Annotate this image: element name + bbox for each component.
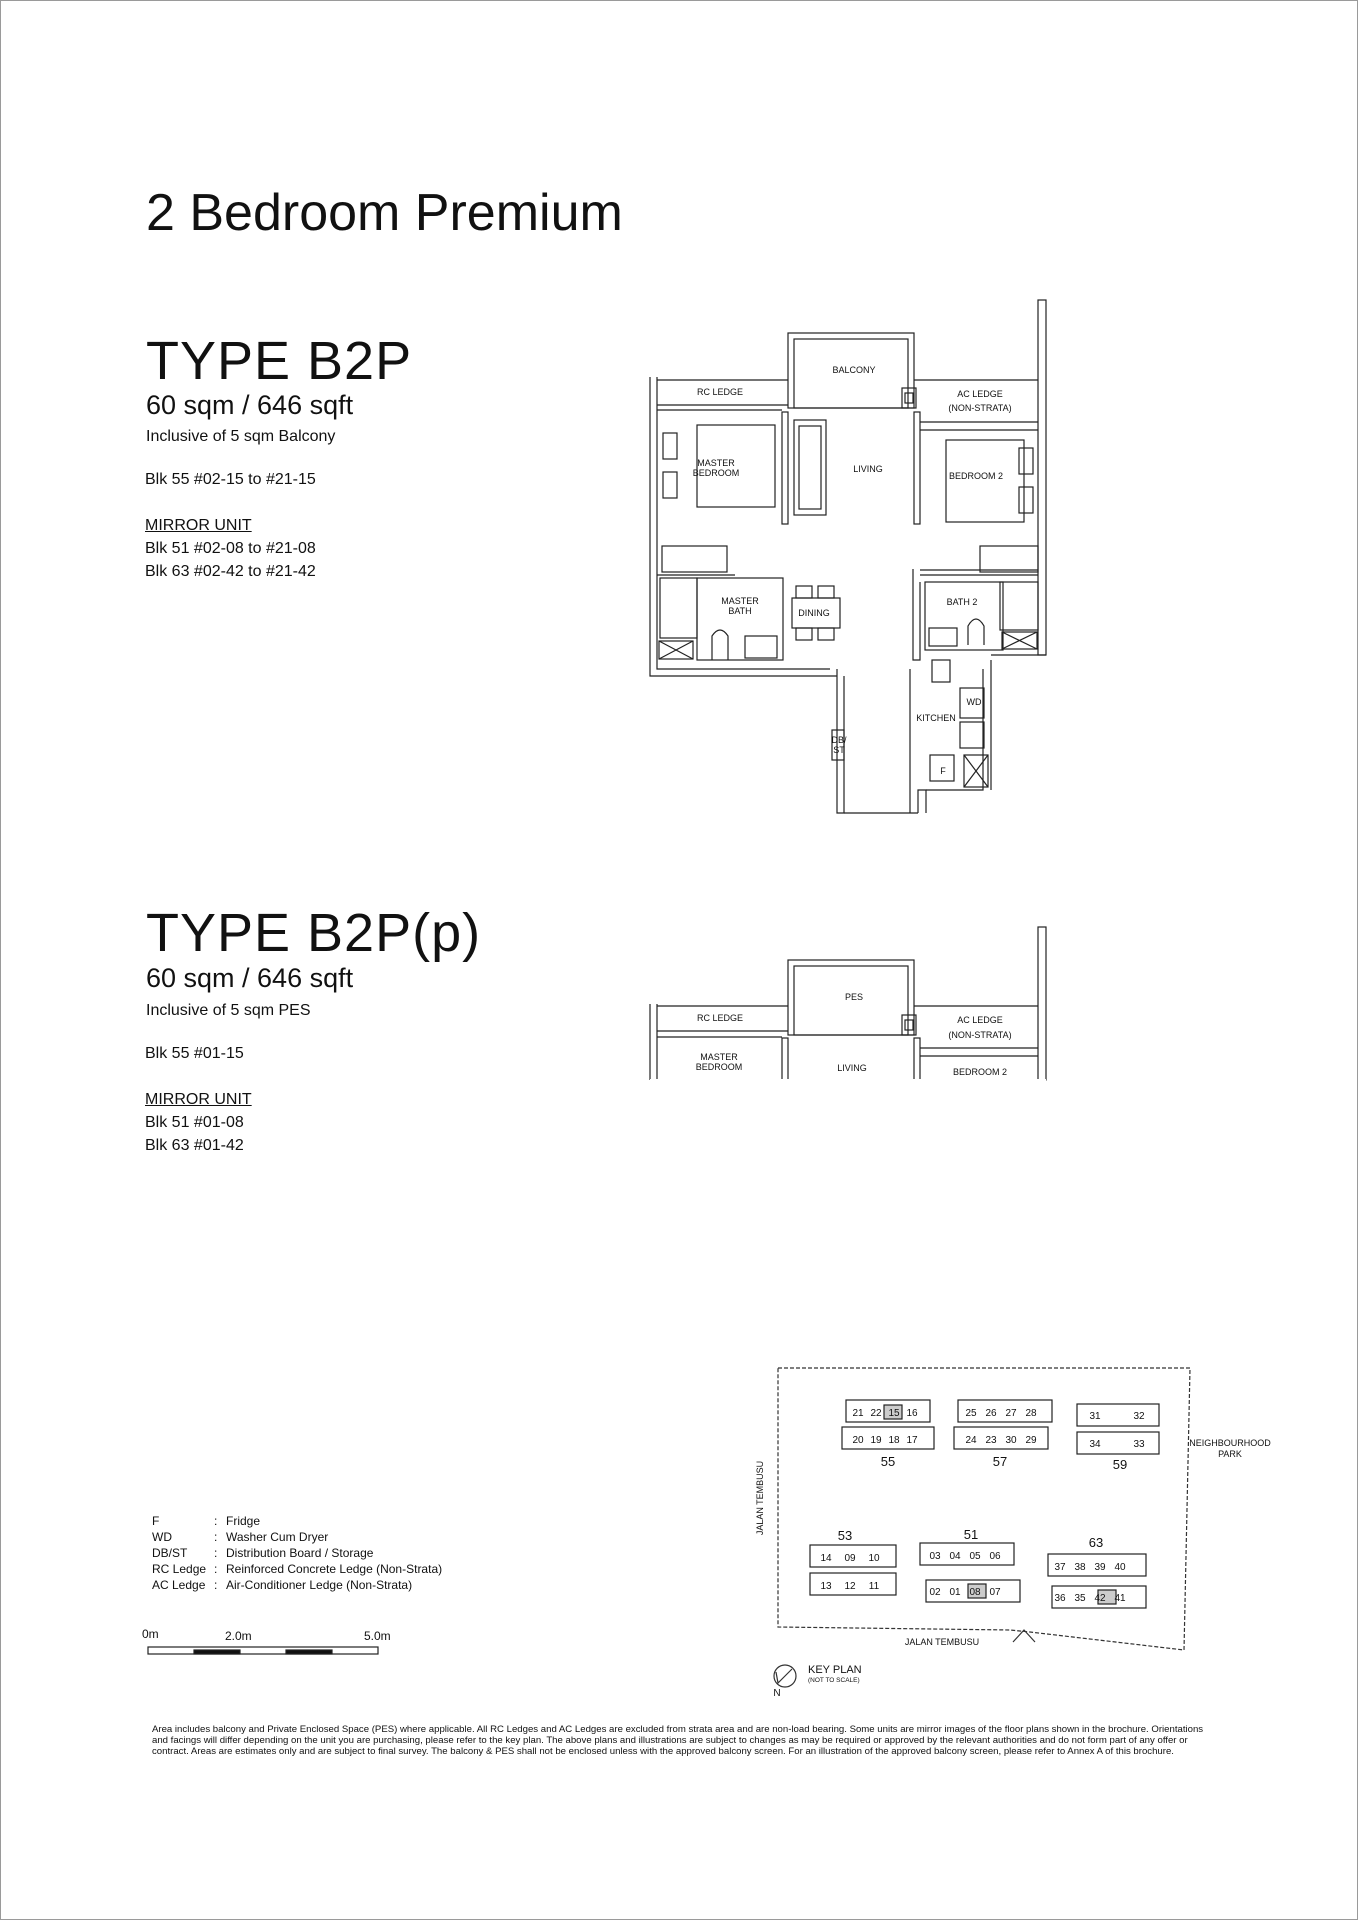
unit-b2p-mirror-unit: Blk 63 #02-42 to #21-42 (145, 563, 316, 580)
unit-b2p-area: 60 sqm / 646 sqft (146, 390, 354, 420)
key-plan-unit-number: 29 (1025, 1435, 1037, 1446)
unit-b2p-mirror-heading: MIRROR UNIT (145, 517, 252, 534)
plan-label-ac-ledge: AC LEDGE (957, 389, 1003, 399)
key-plan-unit-number: 20 (852, 1435, 864, 1446)
unit-type-b2pp-title: TYPE B2P(p) (146, 903, 482, 963)
plan-label-balcony: BALCONY (832, 365, 876, 375)
key-plan-unit-number: 35 (1074, 1593, 1086, 1604)
floor-plan-b2p (650, 300, 1046, 813)
park-label: NEIGHBOURHOOD (1189, 1438, 1271, 1448)
key-plan-block-label: 57 (992, 1454, 1008, 1469)
plan-label-st: ST (833, 745, 845, 755)
key-plan-block-label: 59 (1112, 1457, 1128, 1472)
plan-label-bedroom: BEDROOM (692, 468, 740, 478)
unit-b2p-block: Blk 55 #02-15 to #21-15 (145, 471, 316, 488)
unit-type-b2p-title: TYPE B2P (146, 331, 413, 391)
plan-label-bedroom-2: BEDROOM 2 (948, 471, 1004, 481)
plan-label-wd: WD (966, 697, 982, 707)
plan-label-non-strata: (NON-STRATA) (948, 1030, 1012, 1040)
legend (152, 1513, 442, 1593)
plan-label-fridge: F (940, 766, 946, 776)
unit-b2pp-area: 60 sqm / 646 sqft (146, 963, 354, 993)
key-plan-unit-number: 40 (1114, 1562, 1126, 1573)
key-plan-unit-number: 22 (870, 1408, 882, 1419)
key-plan-unit-number: 16 (906, 1408, 918, 1419)
road-label-bottom: JALAN TEMBUSU (904, 1637, 980, 1647)
key-plan-unit-number: 10 (868, 1553, 880, 1564)
key-plan-unit-number: 06 (989, 1551, 1001, 1562)
plan-label-bedroom-2: BEDROOM 2 (952, 1067, 1008, 1077)
key-plan-unit-number: 32 (1133, 1411, 1145, 1422)
legend-row: WD : Washer Cum Dryer (152, 1530, 329, 1544)
plan-label-master: MASTER (697, 458, 735, 468)
plan-label-bath: BATH (728, 606, 752, 616)
key-plan-unit-number: 14 (820, 1553, 832, 1564)
plan-label-bedroom: BEDROOM (695, 1062, 743, 1072)
plan-label-living: LIVING (837, 1063, 867, 1073)
plan-label-bath-2: BATH 2 (946, 597, 978, 607)
key-plan-unit-number: 17 (906, 1435, 918, 1446)
key-plan-unit-number: 19 (870, 1435, 882, 1446)
disclaimer-text: Area includes balcony and Private Enclosed Space (PES) where applicable. All RC Ledges and AC Ledges are excluded from strata area and are non-load bearing. Some units are mirror images of the floor plans shown in the brochure. Orientations and facings will differ depending on the unit you are purchasing, please refer to the key plan. The above plans and illustrations are subject to changes as may be required or approved by the relevant authorities and do not form part of any offer or contract. Areas are estimates only and are subject to final survey. The balcony & PES shall not be enclosed unless with the approved balcony screen. For an illustration of the approved balcony screen, please refer to Annex A of this brochure. (152, 1724, 1204, 1757)
key-plan-block-label: 51 (963, 1527, 979, 1542)
key-plan-title: KEY PLAN (808, 1664, 862, 1676)
unit-b2pp-inclusive: Inclusive of 5 sqm PES (146, 1002, 311, 1019)
legend-row: DB/ST : Distribution Board / Storage (152, 1546, 374, 1560)
scale-bar (148, 1647, 378, 1654)
key-plan-unit-number: 42 (1094, 1593, 1106, 1604)
key-plan-unit-number: 18 (888, 1435, 900, 1446)
unit-b2pp-block: Blk 55 #01-15 (145, 1045, 244, 1062)
plan-label-pes: PES (844, 992, 864, 1002)
key-plan-unit-number: 11 (868, 1581, 880, 1592)
key-plan-block-label: 63 (1088, 1535, 1104, 1550)
scale-label-start: 0m (142, 1627, 159, 1641)
plan-label-master: MASTER (721, 596, 759, 606)
key-plan-unit-number: 27 (1005, 1408, 1017, 1419)
scale-label-end: 5.0m (364, 1629, 391, 1643)
key-plan-unit-number: 07 (989, 1587, 1001, 1598)
unit-b2pp-mirror-unit: Blk 63 #01-42 (145, 1137, 244, 1154)
key-plan-unit-number: 09 (844, 1553, 856, 1564)
key-plan-unit-number: 26 (985, 1408, 997, 1419)
plan-label-kitchen: KITCHEN (916, 713, 956, 723)
unit-b2pp-mirror-heading: MIRROR UNIT (145, 1091, 252, 1108)
key-plan-unit-number: 31 (1089, 1411, 1101, 1422)
key-plan-unit-number: 30 (1005, 1435, 1017, 1446)
key-plan-unit-number: 39 (1094, 1562, 1106, 1573)
legend-row: AC Ledge : Air-Conditioner Ledge (Non-Strata) (152, 1578, 413, 1592)
plan-label-db: DB/ (831, 735, 847, 745)
key-plan-unit-number: 05 (969, 1551, 981, 1562)
key-plan-subtitle: (NOT TO SCALE) (808, 1677, 860, 1684)
key-plan-unit-number: 37 (1054, 1562, 1066, 1573)
unit-b2p-inclusive: Inclusive of 5 sqm Balcony (146, 428, 336, 445)
key-plan-unit-number: 33 (1133, 1439, 1145, 1450)
plan-label-dining: DINING (798, 608, 830, 618)
scale-label-mid: 2.0m (225, 1629, 252, 1643)
key-plan-unit-number: 12 (844, 1581, 856, 1592)
plan-label-non-strata: (NON-STRATA) (948, 403, 1012, 413)
plan-label-rc-ledge: RC LEDGE (696, 387, 744, 397)
plan-label-ac-ledge: AC LEDGE (957, 1015, 1003, 1025)
key-plan-block-label: 55 (880, 1454, 896, 1469)
unit-b2p-mirror-unit: Blk 51 #02-08 to #21-08 (145, 540, 316, 557)
key-plan-unit-number: 24 (965, 1435, 977, 1446)
plan-label-living: LIVING (853, 464, 883, 474)
key-plan-unit-number: 28 (1025, 1408, 1037, 1419)
north-label: N (773, 1688, 781, 1699)
key-plan-unit-number: 03 (929, 1551, 941, 1562)
key-plan-unit-number: 38 (1074, 1562, 1086, 1573)
key-plan-unit-number: 21 (852, 1408, 864, 1419)
road-label-left: JALAN TEMBUSU (755, 1460, 765, 1536)
unit-b2pp-mirror-unit: Blk 51 #01-08 (145, 1114, 244, 1131)
key-plan-unit-number: 13 (820, 1581, 832, 1592)
key-plan-unit-number: 08 (969, 1587, 981, 1598)
key-plan-unit-number: 04 (949, 1551, 961, 1562)
page-title: 2 Bedroom Premium (146, 184, 623, 242)
key-plan-unit-number: 36 (1054, 1593, 1066, 1604)
plan-label-master: MASTER (700, 1052, 738, 1062)
key-plan-unit-number: 01 (949, 1587, 961, 1598)
key-plan-unit-number: 02 (929, 1587, 941, 1598)
key-plan-unit-number: 23 (985, 1435, 997, 1446)
key-plan-unit-number: 34 (1089, 1439, 1101, 1450)
key-plan-map (774, 1368, 1190, 1687)
legend-row: RC Ledge : Reinforced Concrete Ledge (Non-Strata) (152, 1562, 443, 1576)
key-plan-unit-number: 41 (1114, 1593, 1126, 1604)
legend-row: F : Fridge (152, 1514, 261, 1528)
key-plan-unit-number: 25 (965, 1408, 977, 1419)
key-plan-block-label: 53 (837, 1528, 853, 1543)
key-plan-unit-number: 15 (888, 1408, 900, 1419)
plan-label-rc-ledge: RC LEDGE (696, 1013, 744, 1023)
park-label: PARK (1218, 1449, 1242, 1459)
